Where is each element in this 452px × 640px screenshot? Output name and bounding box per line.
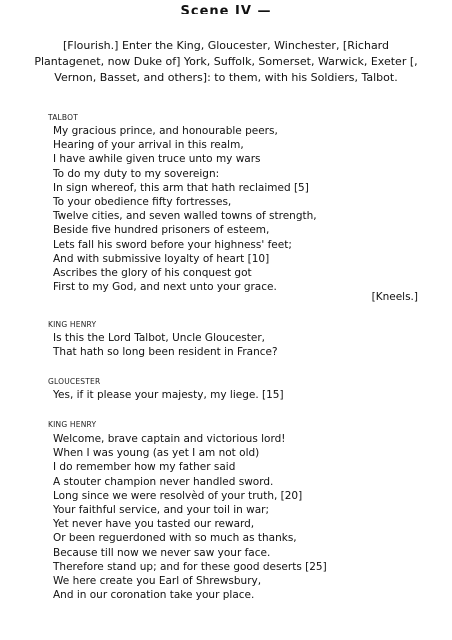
stage-direction: [Flourish.] Enter the King, Gloucester, Winchester, [Richard Plantagenet, now Duke of] York, Suffolk, Somerset, Warwick, Exeter [, Vernon, Basset, and others]: to them, with his Soldiers, Talbot. [34, 39, 418, 84]
speaker-name: TALBOT [48, 113, 79, 122]
verse-line: My gracious prince, and honourable peers, [53, 125, 278, 137]
speaker-name: KING HENRY [48, 320, 97, 329]
verse-line: Or been reguerdoned with so much as thanks, [53, 532, 297, 545]
scene-heading [0, 0, 452, 14]
verse-line: Long since we were resolvèd of your truth, [20] [53, 489, 303, 502]
verse-line: Yet never have you tasted our reward, [53, 518, 255, 531]
verse-line: Ascribes the glory of his conquest got [53, 267, 252, 280]
verse-line: And in our coronation take your place. [53, 589, 255, 602]
speech-lines [53, 331, 278, 359]
verse-line: Your faithful service, and your toil in war; [53, 504, 270, 517]
verse-line: I have awhile given truce unto my wars [53, 153, 261, 166]
verse-line: Beside five hundred prisoners of esteem, [53, 224, 270, 237]
stage-direction-kneels: [Kneels.] [371, 291, 418, 303]
verse-line: Yes, if it please your majesty, my liege. [15] [53, 389, 284, 401]
verse-line: To do my duty to my sovereign: [53, 167, 220, 180]
verse-line: We here create you Earl of Shrewsbury, [53, 575, 262, 588]
speech-lines [53, 432, 327, 602]
verse-line: First to my God, and next unto your grace. [53, 281, 277, 294]
scene-title: Scene IV — [180, 4, 272, 14]
verse-line: Therefore stand up; and for these good deserts [25] [53, 560, 327, 573]
verse-line: Because till now we never saw your face. [53, 546, 271, 559]
speaker-name: GLOUCESTER [48, 377, 101, 386]
speech-lines [53, 124, 317, 294]
verse-line: That hath so long been resident in France? [53, 346, 278, 359]
verse-line: To your obedience fifty fortresses, [53, 196, 232, 209]
verse-line: Twelve cities, and seven walled towns of strength, [53, 210, 317, 223]
verse-line: When I was young (as yet I am not old) [53, 447, 260, 460]
verse-line: I do remember how my father said [53, 461, 236, 474]
speaker-name: KING HENRY [48, 420, 97, 429]
verse-line: Lets fall his sword before your highness' feet; [53, 238, 292, 251]
verse-line: Welcome, brave captain and victorious lord! [53, 433, 286, 445]
verse-line: Is this the Lord Talbot, Uncle Gloucester, [53, 332, 265, 344]
verse-line: Hearing of your arrival in this realm, [53, 139, 244, 152]
verse-line: And with submissive loyalty of heart [10] [53, 252, 270, 265]
speech-lines [53, 388, 284, 402]
verse-line: In sign whereof, this arm that hath reclaimed [5] [53, 181, 309, 194]
verse-line: A stouter champion never handled sword. [53, 475, 274, 488]
